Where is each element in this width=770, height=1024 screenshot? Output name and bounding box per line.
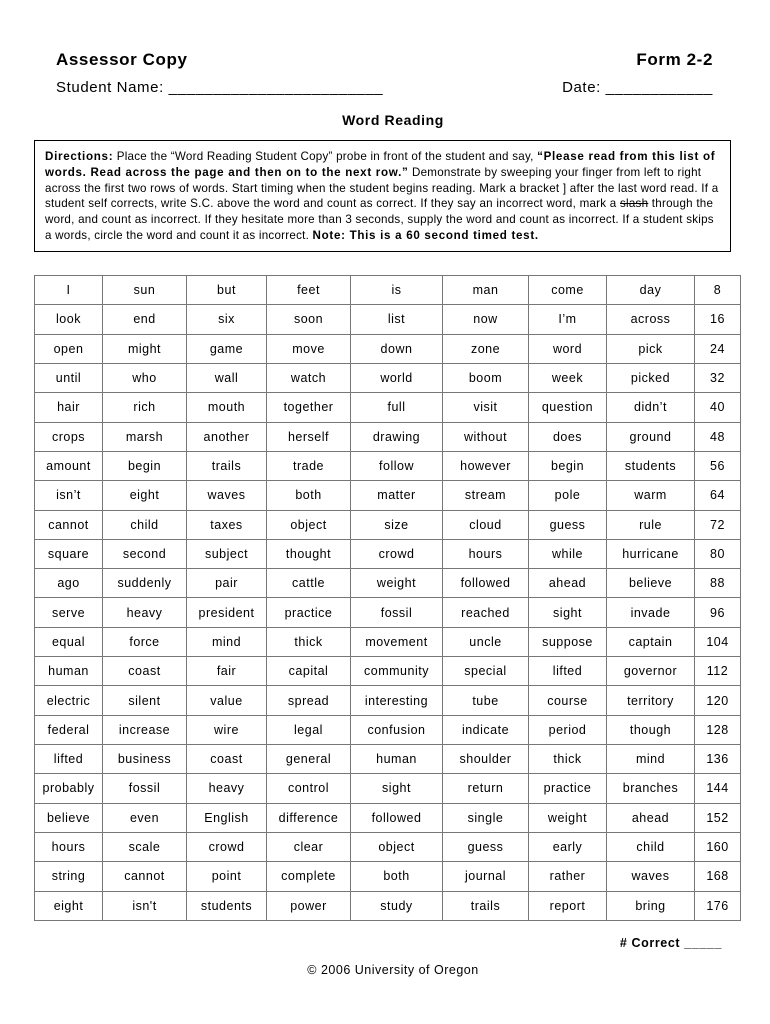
word-cell: hours — [443, 539, 529, 568]
word-cell: confusion — [351, 715, 443, 744]
word-cell: is — [351, 276, 443, 305]
word-cell: watch — [267, 363, 351, 392]
word-cell: community — [351, 657, 443, 686]
word-cell: without — [443, 422, 529, 451]
table-row — [35, 510, 741, 539]
word-cell: governor — [607, 657, 695, 686]
word-cell: return — [443, 774, 529, 803]
directions-text-1: Place the “Word Reading Student Copy” probe in front of the student and say, — [113, 150, 538, 163]
word-cell: begin — [103, 451, 187, 480]
word-cell: complete — [267, 862, 351, 891]
word-cell: question — [529, 393, 607, 422]
word-cell: object — [351, 832, 443, 861]
cumulative-count-cell: 16 — [695, 305, 741, 334]
word-cell: mind — [187, 627, 267, 656]
word-cell: lifted — [529, 657, 607, 686]
cumulative-count-cell: 144 — [695, 774, 741, 803]
table-row — [35, 657, 741, 686]
page-title: Assessor Copy — [56, 50, 188, 69]
word-cell: child — [103, 510, 187, 539]
word-cell: crowd — [351, 539, 443, 568]
cumulative-count-cell: 112 — [695, 657, 741, 686]
word-cell: territory — [607, 686, 695, 715]
word-cell: matter — [351, 481, 443, 510]
word-cell: suddenly — [103, 569, 187, 598]
table-row — [35, 539, 741, 568]
directions-note: Note: This is a 60 second timed test. — [312, 228, 539, 242]
cumulative-count-cell: 88 — [695, 569, 741, 598]
table-row — [35, 891, 741, 920]
word-cell: world — [351, 363, 443, 392]
cumulative-count-cell: 32 — [695, 363, 741, 392]
word-cell: both — [351, 862, 443, 891]
word-cell: another — [187, 422, 267, 451]
word-cell: fair — [187, 657, 267, 686]
word-cell: general — [267, 745, 351, 774]
word-cell: move — [267, 334, 351, 363]
word-cell: power — [267, 891, 351, 920]
table-row — [35, 832, 741, 861]
word-cell: tube — [443, 686, 529, 715]
word-cell: captain — [607, 627, 695, 656]
word-cell: students — [607, 451, 695, 480]
section-title: Word Reading — [342, 112, 444, 128]
cumulative-count-cell: 24 — [695, 334, 741, 363]
table-row — [35, 422, 741, 451]
cumulative-count-cell: 64 — [695, 481, 741, 510]
word-cell: believe — [607, 569, 695, 598]
cumulative-count-cell: 80 — [695, 539, 741, 568]
slash-example: slash — [619, 197, 649, 211]
word-cell: study — [351, 891, 443, 920]
word-cell: hours — [35, 832, 103, 861]
word-cell: I — [35, 276, 103, 305]
table-row — [35, 481, 741, 510]
word-cell: soon — [267, 305, 351, 334]
cumulative-count-cell: 176 — [695, 891, 741, 920]
word-cell: wall — [187, 363, 267, 392]
word-cell: course — [529, 686, 607, 715]
word-cell: pair — [187, 569, 267, 598]
word-cell: didn’t — [607, 393, 695, 422]
word-cell: trails — [443, 891, 529, 920]
word-cell: legal — [267, 715, 351, 744]
word-cell: practice — [267, 598, 351, 627]
word-cell: full — [351, 393, 443, 422]
word-cell: single — [443, 803, 529, 832]
word-cell: rather — [529, 862, 607, 891]
word-cell: isn’t — [35, 481, 103, 510]
word-cell: game — [187, 334, 267, 363]
word-cell: six — [187, 305, 267, 334]
word-cell: spread — [267, 686, 351, 715]
word-cell: human — [35, 657, 103, 686]
word-cell: suppose — [529, 627, 607, 656]
word-cell: marsh — [103, 422, 187, 451]
word-cell: crops — [35, 422, 103, 451]
word-cell: movement — [351, 627, 443, 656]
word-cell: branches — [607, 774, 695, 803]
table-row — [35, 393, 741, 422]
word-cell: lifted — [35, 745, 103, 774]
word-cell: journal — [443, 862, 529, 891]
word-cell: but — [187, 276, 267, 305]
word-cell: control — [267, 774, 351, 803]
word-cell: pole — [529, 481, 607, 510]
word-cell: however — [443, 451, 529, 480]
word-cell: until — [35, 363, 103, 392]
word-cell: end — [103, 305, 187, 334]
word-cell: crowd — [187, 832, 267, 861]
cumulative-count-cell: 120 — [695, 686, 741, 715]
word-cell: guess — [443, 832, 529, 861]
cumulative-count-cell: 96 — [695, 598, 741, 627]
word-cell: believe — [35, 803, 103, 832]
word-cell: cattle — [267, 569, 351, 598]
table-row — [35, 745, 741, 774]
word-cell: value — [187, 686, 267, 715]
directions-text-2: Demonstrate by sweeping your finger from left to right across the first two rows of words. Start timing when the student begins reading. Mark a bracket ] after the last word read. If a student self corrects, write S.C. above the word and count as correct. If they say an incorrect word, mark a — [45, 165, 719, 211]
word-cell: president — [187, 598, 267, 627]
word-cell: I’m — [529, 305, 607, 334]
word-cell: isn't — [103, 891, 187, 920]
word-cell: open — [35, 334, 103, 363]
word-cell: force — [103, 627, 187, 656]
word-cell: thought — [267, 539, 351, 568]
word-cell: thick — [529, 745, 607, 774]
word-cell: waves — [187, 481, 267, 510]
word-cell: cannot — [103, 862, 187, 891]
cumulative-count-cell: 168 — [695, 862, 741, 891]
date-field[interactable]: Date: ____________ — [562, 79, 713, 96]
table-row — [35, 305, 741, 334]
word-cell: subject — [187, 539, 267, 568]
word-cell: taxes — [187, 510, 267, 539]
word-cell: heavy — [103, 598, 187, 627]
cumulative-count-cell: 72 — [695, 510, 741, 539]
word-cell: zone — [443, 334, 529, 363]
word-cell: followed — [351, 803, 443, 832]
table-row — [35, 363, 741, 392]
word-cell: string — [35, 862, 103, 891]
word-cell: wire — [187, 715, 267, 744]
word-cell: clear — [267, 832, 351, 861]
word-cell: day — [607, 276, 695, 305]
word-cell: cannot — [35, 510, 103, 539]
copyright-footer: © 2006 University of Oregon — [307, 963, 479, 977]
word-cell: reached — [443, 598, 529, 627]
word-cell: guess — [529, 510, 607, 539]
word-cell: together — [267, 393, 351, 422]
directions-text-3: through the word, and count as incorrect. If they hesitate more than 3 seconds, supply the word and count as incorrect. If a student skips a words, circle the word and count it as incorrect. — [45, 197, 714, 242]
word-cell: difference — [267, 803, 351, 832]
word-cell: eight — [103, 481, 187, 510]
word-cell: boom — [443, 363, 529, 392]
word-cell: report — [529, 891, 607, 920]
cumulative-count-cell: 152 — [695, 803, 741, 832]
word-cell: special — [443, 657, 529, 686]
word-cell: down — [351, 334, 443, 363]
table-row — [35, 774, 741, 803]
word-cell: fossil — [351, 598, 443, 627]
word-cell: sun — [103, 276, 187, 305]
word-cell: point — [187, 862, 267, 891]
word-cell: come — [529, 276, 607, 305]
word-cell: child — [607, 832, 695, 861]
word-cell: practice — [529, 774, 607, 803]
word-cell: ago — [35, 569, 103, 598]
word-cell: capital — [267, 657, 351, 686]
word-cell: size — [351, 510, 443, 539]
word-cell: sight — [351, 774, 443, 803]
word-cell: might — [103, 334, 187, 363]
word-cell: mind — [607, 745, 695, 774]
word-cell: federal — [35, 715, 103, 744]
word-cell: probably — [35, 774, 103, 803]
word-cell: period — [529, 715, 607, 744]
word-cell: pick — [607, 334, 695, 363]
word-cell: now — [443, 305, 529, 334]
word-cell: follow — [351, 451, 443, 480]
word-cell: trails — [187, 451, 267, 480]
student-name-field[interactable]: Student Name: ________________________ — [56, 79, 384, 96]
word-cell: hair — [35, 393, 103, 422]
word-cell: waves — [607, 862, 695, 891]
table-row — [35, 451, 741, 480]
word-cell: drawing — [351, 422, 443, 451]
word-cell: thick — [267, 627, 351, 656]
table-row — [35, 862, 741, 891]
word-cell: word — [529, 334, 607, 363]
word-cell: begin — [529, 451, 607, 480]
word-cell: English — [187, 803, 267, 832]
word-cell: weight — [529, 803, 607, 832]
directions-box — [34, 140, 731, 252]
cumulative-count-cell: 136 — [695, 745, 741, 774]
word-cell: trade — [267, 451, 351, 480]
word-cell: ahead — [529, 569, 607, 598]
word-cell: man — [443, 276, 529, 305]
cumulative-count-cell: 160 — [695, 832, 741, 861]
directions-quote: “Please read from this list of words. Read across the page and then on to the next row.” — [45, 150, 716, 179]
table-row — [35, 627, 741, 656]
word-cell: even — [103, 803, 187, 832]
word-cell: rule — [607, 510, 695, 539]
word-cell: cloud — [443, 510, 529, 539]
word-cell: list — [351, 305, 443, 334]
word-cell: indicate — [443, 715, 529, 744]
word-cell: does — [529, 422, 607, 451]
form-number: Form 2-2 — [636, 50, 713, 69]
word-cell: herself — [267, 422, 351, 451]
word-cell: bring — [607, 891, 695, 920]
word-cell: ahead — [607, 803, 695, 832]
word-cell: object — [267, 510, 351, 539]
table-row — [35, 715, 741, 744]
cumulative-count-cell: 56 — [695, 451, 741, 480]
word-cell: students — [187, 891, 267, 920]
word-cell: silent — [103, 686, 187, 715]
word-cell: invade — [607, 598, 695, 627]
table-row — [35, 569, 741, 598]
word-cell: square — [35, 539, 103, 568]
word-cell: increase — [103, 715, 187, 744]
word-cell: scale — [103, 832, 187, 861]
word-cell: ground — [607, 422, 695, 451]
table-row — [35, 598, 741, 627]
word-cell: while — [529, 539, 607, 568]
word-cell: equal — [35, 627, 103, 656]
word-cell: who — [103, 363, 187, 392]
word-cell: hurricane — [607, 539, 695, 568]
word-cell: sight — [529, 598, 607, 627]
table-row — [35, 276, 741, 305]
word-cell: across — [607, 305, 695, 334]
word-cell: rich — [103, 393, 187, 422]
word-cell: eight — [35, 891, 103, 920]
word-cell: electric — [35, 686, 103, 715]
word-cell: though — [607, 715, 695, 744]
word-cell: human — [351, 745, 443, 774]
word-cell: interesting — [351, 686, 443, 715]
word-cell: stream — [443, 481, 529, 510]
word-cell: followed — [443, 569, 529, 598]
word-cell: feet — [267, 276, 351, 305]
word-table — [34, 275, 741, 921]
word-cell: fossil — [103, 774, 187, 803]
word-cell: week — [529, 363, 607, 392]
directions-label: Directions: — [45, 150, 114, 163]
word-cell: business — [103, 745, 187, 774]
word-cell: both — [267, 481, 351, 510]
word-cell: mouth — [187, 393, 267, 422]
word-cell: uncle — [443, 627, 529, 656]
cumulative-count-cell: 40 — [695, 393, 741, 422]
word-cell: warm — [607, 481, 695, 510]
word-cell: coast — [187, 745, 267, 774]
word-cell: coast — [103, 657, 187, 686]
word-cell: heavy — [187, 774, 267, 803]
table-row — [35, 686, 741, 715]
word-cell: visit — [443, 393, 529, 422]
word-cell: serve — [35, 598, 103, 627]
table-row — [35, 334, 741, 363]
word-cell: amount — [35, 451, 103, 480]
word-cell: second — [103, 539, 187, 568]
word-cell: early — [529, 832, 607, 861]
cumulative-count-cell: 128 — [695, 715, 741, 744]
table-row — [35, 803, 741, 832]
cumulative-count-cell: 104 — [695, 627, 741, 656]
word-cell: picked — [607, 363, 695, 392]
word-cell: look — [35, 305, 103, 334]
cumulative-count-cell: 48 — [695, 422, 741, 451]
cumulative-count-cell: 8 — [695, 276, 741, 305]
word-cell: shoulder — [443, 745, 529, 774]
word-cell: weight — [351, 569, 443, 598]
correct-count-field[interactable]: # Correct _____ — [619, 936, 722, 950]
